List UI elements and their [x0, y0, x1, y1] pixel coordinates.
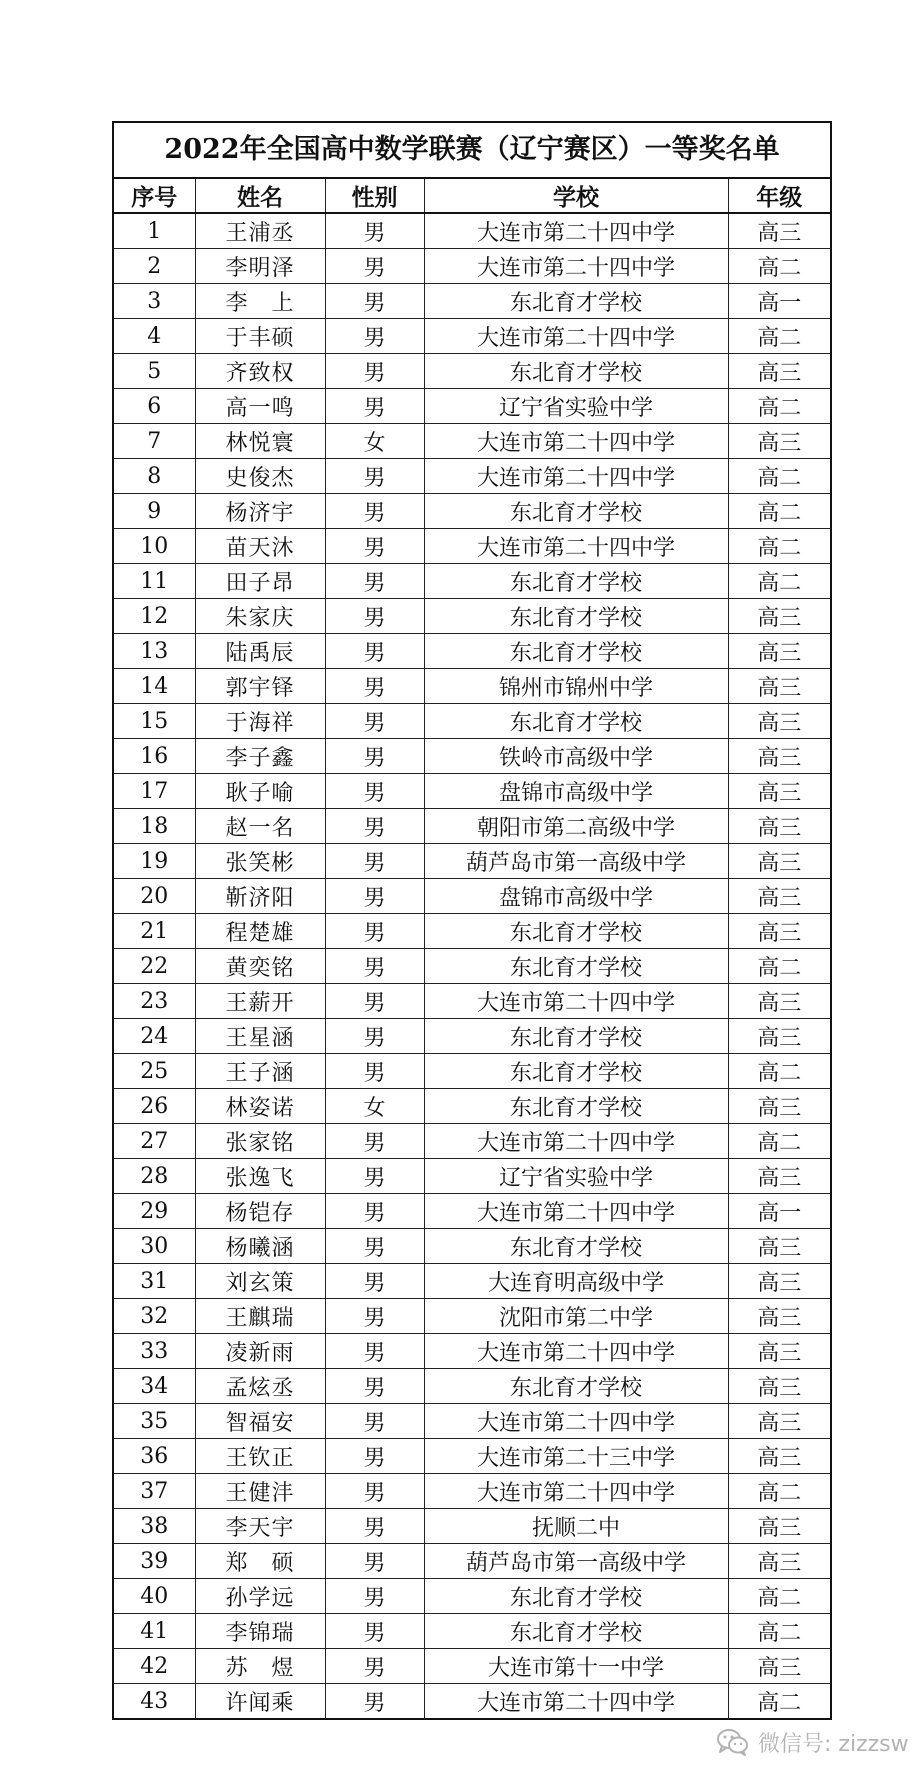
- cell-no: 5: [114, 354, 195, 389]
- cell-sex: 男: [325, 1019, 424, 1054]
- table-row: [114, 1684, 830, 1719]
- cell-school: 朝阳市第二高级中学: [424, 809, 728, 844]
- table-row: [114, 1229, 830, 1264]
- cell-name: 赵一名: [195, 809, 325, 844]
- cell-no: 27: [114, 1124, 195, 1159]
- cell-sex: 男: [325, 1264, 424, 1299]
- cell-school: 东北育才学校: [424, 914, 728, 949]
- cell-school: 东北育才学校: [424, 704, 728, 739]
- cell-school: 大连市第二十四中学: [424, 1334, 728, 1369]
- header-school: 学校: [424, 179, 728, 213]
- table-row: [114, 1019, 830, 1054]
- cell-school: 东北育才学校: [424, 599, 728, 634]
- cell-grade: 高三: [728, 1369, 830, 1404]
- cell-grade: 高三: [728, 1509, 830, 1544]
- cell-sex: 男: [325, 1684, 424, 1719]
- cell-sex: 男: [325, 459, 424, 494]
- cell-school: 大连市第二十四中学: [424, 1474, 728, 1509]
- table-row: [114, 739, 830, 774]
- table-row: [114, 213, 830, 249]
- table-row: [114, 529, 830, 564]
- page-title: 2022年全国高中数学联赛（辽宁赛区）一等奖名单: [114, 123, 830, 179]
- table-row: [114, 879, 830, 914]
- cell-school: 大连市第二十四中学: [424, 1124, 728, 1159]
- cell-grade: 高三: [728, 213, 830, 249]
- cell-name: 杨铠存: [195, 1194, 325, 1229]
- cell-name: 于丰硕: [195, 319, 325, 354]
- cell-sex: 男: [325, 949, 424, 984]
- cell-name: 李 上: [195, 284, 325, 319]
- cell-school: 大连市第二十四中学: [424, 459, 728, 494]
- cell-no: 8: [114, 459, 195, 494]
- cell-grade: 高二: [728, 564, 830, 599]
- cell-no: 23: [114, 984, 195, 1019]
- cell-sex: 男: [325, 213, 424, 249]
- cell-no: 12: [114, 599, 195, 634]
- cell-sex: 男: [325, 774, 424, 809]
- cell-name: 陆禹辰: [195, 634, 325, 669]
- cell-school: 盘锦市高级中学: [424, 879, 728, 914]
- cell-school: 东北育才学校: [424, 1229, 728, 1264]
- table-row: [114, 984, 830, 1019]
- table-row: [114, 1579, 830, 1614]
- cell-no: 39: [114, 1544, 195, 1579]
- table-row: [114, 1404, 830, 1439]
- cell-no: 13: [114, 634, 195, 669]
- cell-name: 李明泽: [195, 249, 325, 284]
- table-row: [114, 424, 830, 459]
- cell-sex: 男: [325, 1054, 424, 1089]
- cell-sex: 男: [325, 1194, 424, 1229]
- cell-name: 黄奕铭: [195, 949, 325, 984]
- cell-school: 东北育才学校: [424, 949, 728, 984]
- cell-no: 31: [114, 1264, 195, 1299]
- cell-name: 孟炫丞: [195, 1369, 325, 1404]
- cell-sex: 男: [325, 1229, 424, 1264]
- cell-school: 东北育才学校: [424, 1369, 728, 1404]
- cell-school: 东北育才学校: [424, 1054, 728, 1089]
- header-sex: 性别: [325, 179, 424, 213]
- cell-school: 大连市第二十四中学: [424, 213, 728, 249]
- table-row: [114, 599, 830, 634]
- cell-sex: 男: [325, 1649, 424, 1684]
- cell-school: 东北育才学校: [424, 564, 728, 599]
- cell-no: 7: [114, 424, 195, 459]
- cell-name: 史俊杰: [195, 459, 325, 494]
- cell-no: 6: [114, 389, 195, 424]
- cell-no: 33: [114, 1334, 195, 1369]
- cell-no: 24: [114, 1019, 195, 1054]
- cell-grade: 高三: [728, 1299, 830, 1334]
- header-name: 姓名: [195, 179, 325, 213]
- cell-sex: 男: [325, 529, 424, 564]
- table-row: [114, 774, 830, 809]
- cell-school: 辽宁省实验中学: [424, 1159, 728, 1194]
- table-row: [114, 1369, 830, 1404]
- cell-grade: 高三: [728, 1089, 830, 1124]
- cell-name: 于海祥: [195, 704, 325, 739]
- cell-name: 王健沣: [195, 1474, 325, 1509]
- cell-name: 许闻乘: [195, 1684, 325, 1719]
- cell-sex: 男: [325, 599, 424, 634]
- cell-school: 辽宁省实验中学: [424, 389, 728, 424]
- cell-no: 18: [114, 809, 195, 844]
- table-row: [114, 1509, 830, 1544]
- cell-name: 朱家庆: [195, 599, 325, 634]
- table-row: [114, 1614, 830, 1649]
- cell-no: 29: [114, 1194, 195, 1229]
- cell-no: 35: [114, 1404, 195, 1439]
- cell-name: 李子鑫: [195, 739, 325, 774]
- cell-no: 21: [114, 914, 195, 949]
- cell-school: 大连市第二十四中学: [424, 319, 728, 354]
- cell-school: 大连市第十一中学: [424, 1649, 728, 1684]
- cell-sex: 男: [325, 494, 424, 529]
- cell-name: 耿子喻: [195, 774, 325, 809]
- cell-grade: 高三: [728, 634, 830, 669]
- cell-grade: 高一: [728, 1194, 830, 1229]
- cell-school: 东北育才学校: [424, 1089, 728, 1124]
- cell-no: 38: [114, 1509, 195, 1544]
- cell-grade: 高二: [728, 949, 830, 984]
- cell-no: 9: [114, 494, 195, 529]
- cell-no: 2: [114, 249, 195, 284]
- cell-school: 葫芦岛市第一高级中学: [424, 844, 728, 879]
- cell-school: 大连市第二十四中学: [424, 424, 728, 459]
- table-row: [114, 704, 830, 739]
- table-row: [114, 354, 830, 389]
- cell-grade: 高三: [728, 844, 830, 879]
- cell-name: 王浦丞: [195, 213, 325, 249]
- cell-no: 14: [114, 669, 195, 704]
- cell-grade: 高二: [728, 389, 830, 424]
- cell-grade: 高三: [728, 599, 830, 634]
- table-row: [114, 634, 830, 669]
- cell-name: 郑 硕: [195, 1544, 325, 1579]
- cell-name: 王子涵: [195, 1054, 325, 1089]
- cell-sex: 男: [325, 704, 424, 739]
- cell-no: 28: [114, 1159, 195, 1194]
- cell-grade: 高三: [728, 1404, 830, 1439]
- cell-name: 李锦瑞: [195, 1614, 325, 1649]
- cell-school: 东北育才学校: [424, 354, 728, 389]
- cell-grade: 高二: [728, 319, 830, 354]
- cell-sex: 女: [325, 1089, 424, 1124]
- cell-name: 杨曦涵: [195, 1229, 325, 1264]
- cell-grade: 高三: [728, 774, 830, 809]
- cell-no: 19: [114, 844, 195, 879]
- cell-school: 大连市第二十四中学: [424, 249, 728, 284]
- table-row: [114, 1159, 830, 1194]
- cell-grade: 高三: [728, 1264, 830, 1299]
- table-row: [114, 914, 830, 949]
- cell-name: 凌新雨: [195, 1334, 325, 1369]
- cell-sex: 男: [325, 634, 424, 669]
- cell-grade: 高二: [728, 249, 830, 284]
- cell-sex: 女: [325, 424, 424, 459]
- watermark: [716, 1725, 909, 1759]
- cell-no: 11: [114, 564, 195, 599]
- cell-grade: 高二: [728, 494, 830, 529]
- cell-sex: 男: [325, 284, 424, 319]
- table-row: [114, 1334, 830, 1369]
- cell-school: 大连市第二十四中学: [424, 984, 728, 1019]
- table-header-row: [114, 179, 830, 213]
- cell-sex: 男: [325, 249, 424, 284]
- header-no: 序号: [114, 179, 195, 213]
- cell-school: 沈阳市第二中学: [424, 1299, 728, 1334]
- watermark-text: 微信号: zizzsw: [758, 1731, 909, 1757]
- cell-sex: 男: [325, 914, 424, 949]
- cell-sex: 男: [325, 1544, 424, 1579]
- cell-sex: 男: [325, 669, 424, 704]
- cell-sex: 男: [325, 1299, 424, 1334]
- cell-grade: 高一: [728, 284, 830, 319]
- cell-no: 15: [114, 704, 195, 739]
- cell-grade: 高二: [728, 1054, 830, 1089]
- cell-name: 杨济宇: [195, 494, 325, 529]
- table-row: [114, 1474, 830, 1509]
- cell-grade: 高三: [728, 879, 830, 914]
- table-row: [114, 1649, 830, 1684]
- cell-no: 30: [114, 1229, 195, 1264]
- cell-grade: 高二: [728, 1579, 830, 1614]
- table-row: [114, 1054, 830, 1089]
- cell-name: 高一鸣: [195, 389, 325, 424]
- cell-name: 齐致权: [195, 354, 325, 389]
- table-row: [114, 669, 830, 704]
- cell-no: 25: [114, 1054, 195, 1089]
- cell-name: 程楚雄: [195, 914, 325, 949]
- cell-school: 东北育才学校: [424, 1579, 728, 1614]
- header-grade: 年级: [728, 179, 830, 213]
- cell-no: 3: [114, 284, 195, 319]
- table-row: [114, 564, 830, 599]
- cell-school: 大连市第二十四中学: [424, 529, 728, 564]
- cell-school: 东北育才学校: [424, 634, 728, 669]
- cell-school: 大连育明高级中学: [424, 1264, 728, 1299]
- cell-no: 43: [114, 1684, 195, 1719]
- table-row: [114, 1544, 830, 1579]
- cell-name: 智福安: [195, 1404, 325, 1439]
- cell-no: 22: [114, 949, 195, 984]
- cell-grade: 高三: [728, 1649, 830, 1684]
- table-row: [114, 1124, 830, 1159]
- cell-school: 抚顺二中: [424, 1509, 728, 1544]
- cell-name: 田子昂: [195, 564, 325, 599]
- table-row: [114, 1439, 830, 1474]
- cell-grade: 高三: [728, 739, 830, 774]
- cell-school: 锦州市锦州中学: [424, 669, 728, 704]
- cell-grade: 高三: [728, 984, 830, 1019]
- cell-school: 盘锦市高级中学: [424, 774, 728, 809]
- cell-no: 17: [114, 774, 195, 809]
- cell-grade: 高三: [728, 1019, 830, 1054]
- cell-name: 靳济阳: [195, 879, 325, 914]
- cell-sex: 男: [325, 1124, 424, 1159]
- cell-sex: 男: [325, 1509, 424, 1544]
- cell-grade: 高二: [728, 1124, 830, 1159]
- cell-sex: 男: [325, 389, 424, 424]
- cell-grade: 高三: [728, 1229, 830, 1264]
- cell-grade: 高三: [728, 914, 830, 949]
- cell-sex: 男: [325, 1404, 424, 1439]
- table-row: [114, 809, 830, 844]
- cell-grade: 高三: [728, 354, 830, 389]
- cell-grade: 高三: [728, 669, 830, 704]
- cell-grade: 高三: [728, 1544, 830, 1579]
- cell-school: 葫芦岛市第一高级中学: [424, 1544, 728, 1579]
- cell-name: 苏 煜: [195, 1649, 325, 1684]
- cell-sex: 男: [325, 809, 424, 844]
- cell-no: 26: [114, 1089, 195, 1124]
- table-row: [114, 459, 830, 494]
- cell-sex: 男: [325, 844, 424, 879]
- cell-name: 孙学远: [195, 1579, 325, 1614]
- cell-name: 林悦寰: [195, 424, 325, 459]
- table-row: [114, 284, 830, 319]
- cell-name: 李天宇: [195, 1509, 325, 1544]
- cell-grade: 高二: [728, 529, 830, 564]
- cell-no: 4: [114, 319, 195, 354]
- cell-sex: 男: [325, 1159, 424, 1194]
- cell-sex: 男: [325, 319, 424, 354]
- cell-name: 苗天沐: [195, 529, 325, 564]
- table-row: [114, 1089, 830, 1124]
- cell-sex: 男: [325, 1474, 424, 1509]
- cell-no: 32: [114, 1299, 195, 1334]
- table-row: [114, 249, 830, 284]
- wechat-icon: [716, 1727, 750, 1757]
- cell-school: 东北育才学校: [424, 284, 728, 319]
- cell-grade: 高三: [728, 1159, 830, 1194]
- cell-sex: 男: [325, 1439, 424, 1474]
- cell-sex: 男: [325, 1334, 424, 1369]
- cell-sex: 男: [325, 984, 424, 1019]
- cell-grade: 高二: [728, 459, 830, 494]
- cell-name: 王钦正: [195, 1439, 325, 1474]
- cell-grade: 高三: [728, 1334, 830, 1369]
- table-row: [114, 319, 830, 354]
- cell-name: 王麒瑞: [195, 1299, 325, 1334]
- cell-name: 张家铭: [195, 1124, 325, 1159]
- table-row: [114, 1194, 830, 1229]
- cell-no: 41: [114, 1614, 195, 1649]
- table-row: [114, 1264, 830, 1299]
- cell-name: 郭宇铎: [195, 669, 325, 704]
- cell-no: 1: [114, 213, 195, 249]
- cell-sex: 男: [325, 879, 424, 914]
- cell-school: 大连市第二十四中学: [424, 1684, 728, 1719]
- cell-no: 36: [114, 1439, 195, 1474]
- cell-no: 10: [114, 529, 195, 564]
- cell-school: 铁岭市高级中学: [424, 739, 728, 774]
- cell-sex: 男: [325, 739, 424, 774]
- cell-school: 大连市第二十三中学: [424, 1439, 728, 1474]
- table-row: [114, 844, 830, 879]
- cell-sex: 男: [325, 1369, 424, 1404]
- cell-school: 东北育才学校: [424, 494, 728, 529]
- cell-school: 东北育才学校: [424, 1614, 728, 1649]
- table-body: [114, 213, 830, 1718]
- cell-grade: 高二: [728, 1684, 830, 1719]
- cell-grade: 高三: [728, 809, 830, 844]
- table-row: [114, 949, 830, 984]
- cell-name: 张笑彬: [195, 844, 325, 879]
- table-row: [114, 389, 830, 424]
- cell-grade: 高二: [728, 1614, 830, 1649]
- cell-sex: 男: [325, 1579, 424, 1614]
- cell-school: 东北育才学校: [424, 1019, 728, 1054]
- cell-name: 王星涵: [195, 1019, 325, 1054]
- cell-grade: 高二: [728, 1474, 830, 1509]
- award-list-sheet: [112, 121, 832, 1720]
- cell-no: 40: [114, 1579, 195, 1614]
- cell-school: 大连市第二十四中学: [424, 1404, 728, 1439]
- table-row: [114, 494, 830, 529]
- table-row: [114, 1299, 830, 1334]
- cell-sex: 男: [325, 564, 424, 599]
- cell-sex: 男: [325, 1614, 424, 1649]
- cell-name: 张逸飞: [195, 1159, 325, 1194]
- cell-no: 16: [114, 739, 195, 774]
- cell-no: 37: [114, 1474, 195, 1509]
- cell-sex: 男: [325, 354, 424, 389]
- cell-grade: 高三: [728, 1439, 830, 1474]
- cell-grade: 高三: [728, 704, 830, 739]
- cell-name: 刘玄策: [195, 1264, 325, 1299]
- cell-name: 王薪开: [195, 984, 325, 1019]
- cell-grade: 高三: [728, 424, 830, 459]
- cell-name: 林姿诺: [195, 1089, 325, 1124]
- cell-no: 34: [114, 1369, 195, 1404]
- cell-no: 20: [114, 879, 195, 914]
- award-table: [114, 179, 830, 1718]
- cell-no: 42: [114, 1649, 195, 1684]
- cell-school: 大连市第二十四中学: [424, 1194, 728, 1229]
